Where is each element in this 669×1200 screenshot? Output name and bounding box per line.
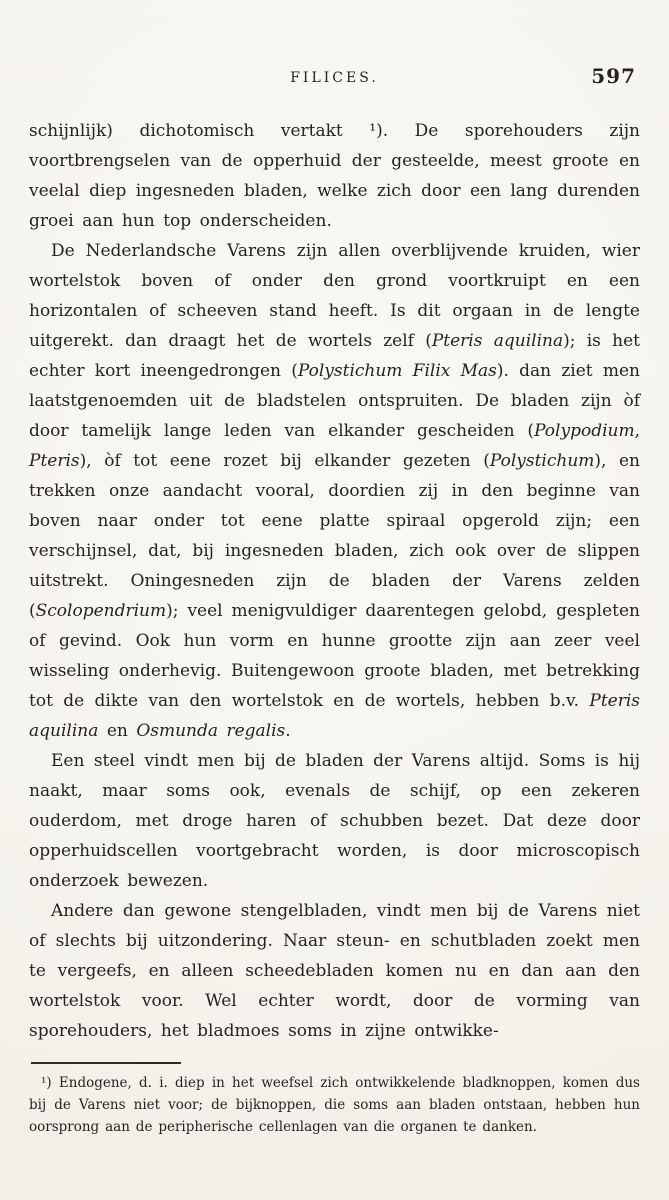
header-title: FILICES. — [290, 70, 379, 86]
footnote: ¹) Endogene, d. i. diep in het weefsel zich ontwikkelende bladknoppen, komen dus bij de Varens niet voor; de bijknoppen, die soms aan bladen ontstaan, hebben hun oorsprong aan de peripherische cellenlagen van die organen te danken. — [29, 1075, 640, 1135]
paragraph: Andere dan gewone stengelbladen, vindt men bij de Varens niet of slechts bij uitzondering. Naar steun- en schutbladen zoekt men te vergeefs, en alleen scheedebladen komen nu en dan aan den wortelstok voor. Wel echter wordt, door de vorming van sporehouders, het bladmoes soms in zijne ontwikke- — [29, 901, 640, 1041]
page-number: 597 — [591, 64, 636, 88]
paragraph: schijnlijk) dichotomisch vertakt ¹). De sporehouders zijn voortbrengselen van de opperhuid der gesteelde, meest groote en veelal diep ingesneden bladen, welke zich door een lang durenden groei aan hun top onderscheiden. — [29, 121, 640, 231]
footnote-divider — [31, 1062, 181, 1064]
footnote-block — [29, 1062, 640, 1138]
paragraph: De Nederlandsche Varens zijn allen overblijvende kruiden, wier wortelstok boven of onder den grond voortkruipt en een horizontalen of scheeven stand heeft. Is dit orgaan in de lengte uitgerekt. dan draagt het de wortels zelf (Pteris aquilina); is het echter kort ineengedrongen (Polystichum Filix Mas). dan ziet men laatstgenoemden uit de bladstelen ontspruiten. De bladen zijn òf door tamelijk lange leden van elkander gescheiden (Polypodium, Pteris), òf tot eene rozet bij elkander gezeten (Polystichum), en trekken onze aandacht vooral, doordien zij in den beginne van boven naar onder tot eene platte spiraal opgerold zijn; een verschijnsel, dat, bij ingesneden bladen, zich ook over de slippen uitstrekt. Oningesneden zijn de bladen der Varens zelden (Scolopendrium); veel menigvuldiger daarentegen gelobd, gespleten of gevind. Ook hun vorm en hunne grootte zijn aan zeer veel wisseling onderhevig. Buitengewoon groote bladen, met betrekking tot de dikte van den wortelstok en de wortels, hebben b.v. Pteris aquilina en Osmunda regalis. — [29, 241, 640, 741]
running-header — [29, 66, 640, 88]
page-body — [29, 116, 640, 1046]
paragraph: Een steel vindt men bij de bladen der Varens altijd. Soms is hij naakt, maar soms ook, evenals de schijf, op een zekeren ouderdom, met droge haren of schubben bezet. Dat deze door opperhuidscellen voortgebracht worden, is door microscopisch onderzoek bewezen. — [29, 751, 640, 891]
